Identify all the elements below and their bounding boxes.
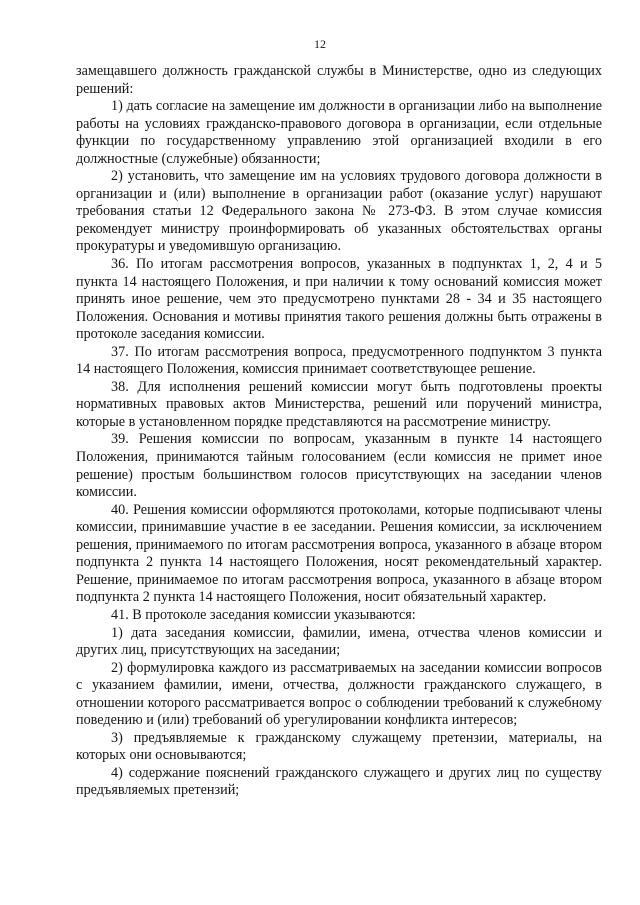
paragraph-continuation: замещавшего должность гражданской службы в Министерстве, одно из следующих решений: — [76, 63, 602, 97]
paragraph-41-item-3: 3) предъявляемые к гражданскому служащему претензии, материалы, на которых они основываются; — [76, 729, 602, 764]
paragraph-40: 40. Решения комиссии оформляются протоколами, которые подписывают члены комиссии, принимавшие участие в ее заседании. Решения комиссии, за исключением решения, принимаемого по итогам рассмотрения вопроса, указанного в абзаце втором подпункта 2 пункта 14 настоящего Положения, носят рекомендательный характер. Решение, принимаемое по итогам рассмотрения вопроса, указанного в абзаце втором подпункта 2 пункта 14 настоящего Положения, носит обязательный характер. — [76, 501, 602, 606]
paragraph-41-item-2: 2) формулировка каждого из рассматриваемых на заседании комиссии вопросов с указанием фамилии, имени, отчества, должности гражданского служащего, в отношении которого рассматривается вопрос о соблюдении требований к служебному поведению и (или) требований об урегулировании конфликта интересов; — [76, 659, 602, 729]
paragraph-36: 36. По итогам рассмотрения вопросов, указанных в подпунктах 1, 2, 4 и 5 пункта 14 настоящего Положения, и при наличии к тому оснований комиссия может принять иное решение, чем это предусмотрено пунктами 28 - 34 и 35 настоящего Положения. Основания и мотивы принятия такого решения должны быть отражены в протоколе заседания комиссии. — [76, 256, 602, 343]
paragraph-37: 37. По итогам рассмотрения вопроса, предусмотренного подпунктом 3 пункта 14 настоящего Положения, комиссия принимает соответствующее решение. — [76, 343, 602, 378]
paragraph-subitem-1: 1) дать согласие на замещение им должности в организации либо на выполнение работы на условиях гражданско-правового договора в организации, если отдельные функции по государственному управлению этой организацией входили в его должностные (служебные) обязанности; — [76, 98, 602, 167]
paragraph-subitem-2: 2) установить, что замещение им на условиях трудового договора должности в организации и (или) выполнение в организации работ (оказание услуг) нарушают требования статьи 12 Федерального закона № 273-ФЗ. В этом случае комиссия рекомендует министру проинформировать об указанных обстоятельствах органы прокуратуры и уведомившую организацию. — [76, 168, 602, 255]
paragraph-41: 41. В протоколе заседания комиссии указываются: — [111, 606, 416, 623]
paragraph-41-item-4: 4) содержание пояснений гражданского служащего и других лиц по существу предъявляемых претензий; — [76, 764, 602, 799]
paragraph-41-item-1: 1) дата заседания комиссии, фамилии, имена, отчества членов комиссии и других лиц, присутствующих на заседании; — [76, 624, 602, 659]
page-number: 12 — [314, 37, 326, 51]
paragraph-39: 39. Решения комиссии по вопросам, указанным в пункте 14 настоящего Положения, принимаются тайным голосованием (если комиссия не примет иное решение) простым большинством голосов присутствующих на заседании членов комиссии. — [76, 431, 602, 501]
paragraph-38: 38. Для исполнения решений комиссии могут быть подготовлены проекты нормативных правовых актов Министерства, решений или поручений министра, которые в установленном порядке представляются на рассмотрение министру. — [76, 378, 602, 430]
document-body — [76, 63, 602, 800]
